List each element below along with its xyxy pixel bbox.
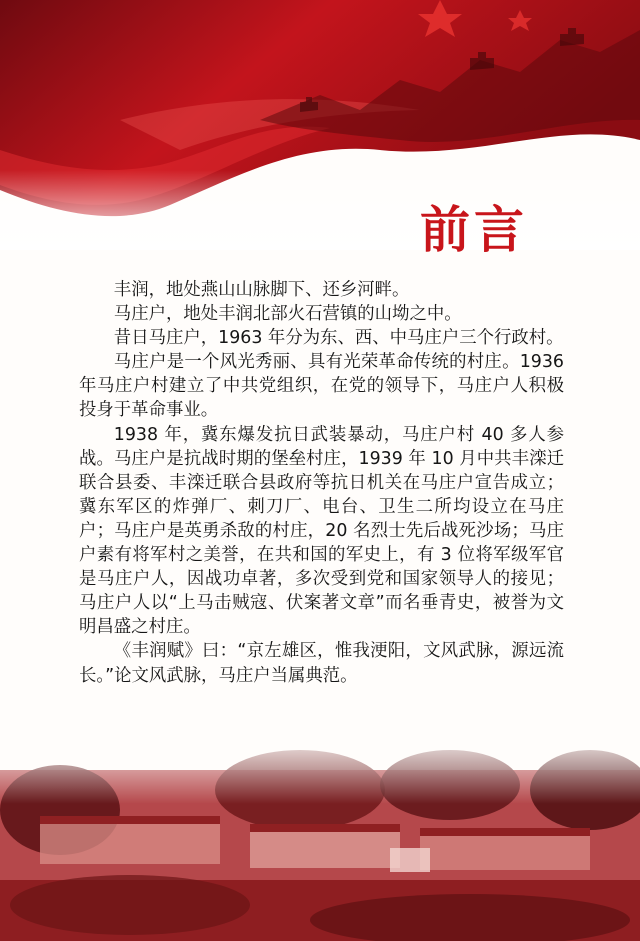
preface-body — [79, 278, 564, 688]
village-photo-icon — [0, 730, 640, 941]
paragraph: 《丰润赋》曰：“京左雄区，惟我浭阳，文风武脉，源远流长。”论文风武脉，马庄户当属典范。 — [79, 641, 564, 686]
paragraph: 马庄户是一个风光秀丽、具有光荣革命传统的村庄。1936 年马庄户村建立了中共党组织，在党的领导下，马庄户人积极投身于革命事业。 — [79, 352, 564, 421]
paragraph: 昔日马庄户，1963 年分为东、西、中马庄户三个行政村。 — [113, 328, 564, 349]
paragraph: 1938 年，冀东爆发抗日武装暴动，马庄户村 40 多人参战。马庄户是抗战时期的堡垒村庄，1939 年 10 月中共丰滦迁联合县委、丰滦迁联合县政府等抗日机关在马庄户宣告成立；冀东军区的炸弹厂、刺刀厂、电台、卫生二所均设立在马庄户；马庄户是英勇杀敌的村庄，20 名烈士先后战死沙场；马庄户素有将军村之美誉，在共和国的军史上，有 3 位将军级军官是马庄户人，因战功卓著，多次受到党和国家领导人的接见；马庄户人以“上马击贼寇、伏案著文章”而名垂青史，被誉为文明昌盛之村庄。 — [79, 424, 564, 638]
page-title: 前言 — [420, 200, 528, 259]
paragraph: 丰润，地处燕山山脉脚下、还乡河畔。 — [113, 280, 410, 300]
paragraph: 马庄户，地处丰润北部火石营镇的山坳之中。 — [113, 304, 462, 325]
